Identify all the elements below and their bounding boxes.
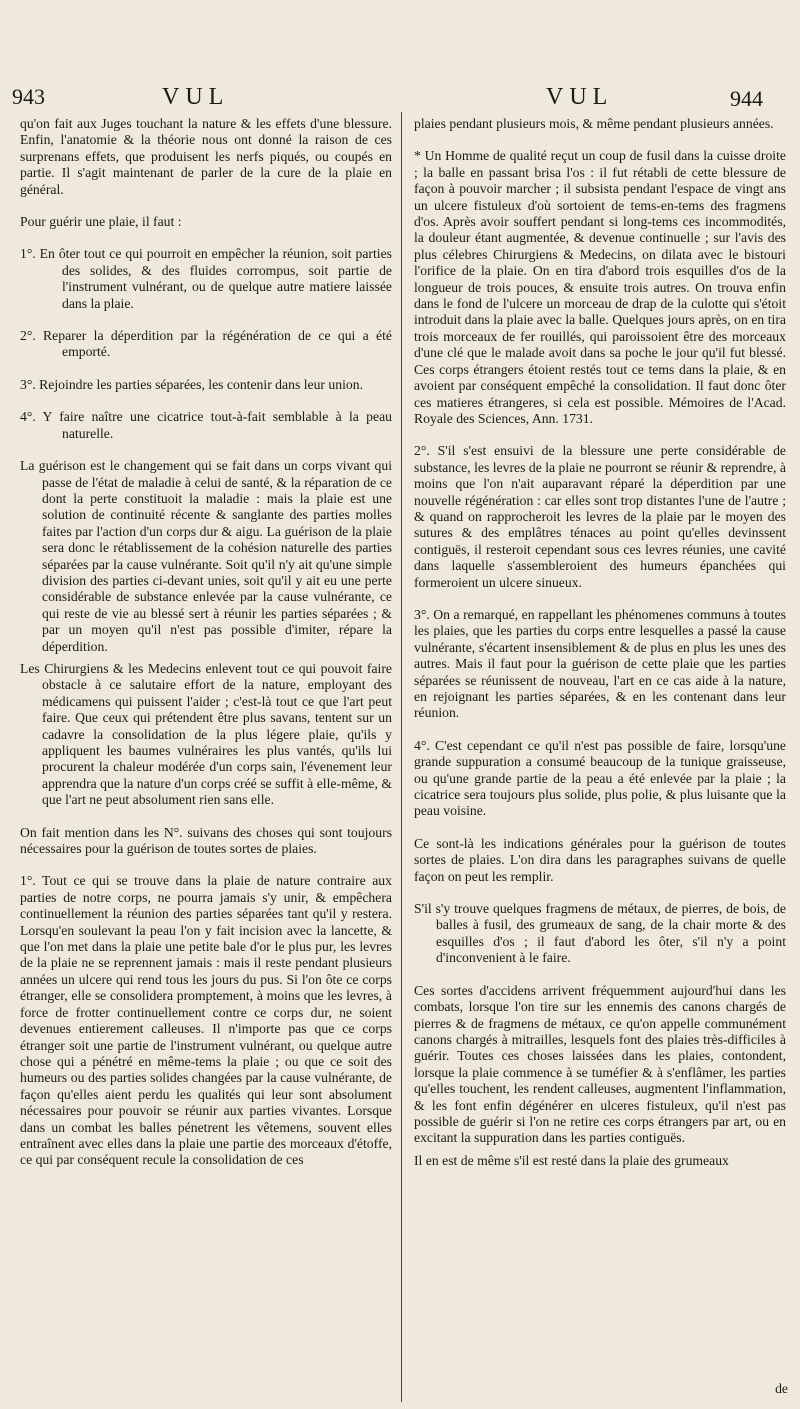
- footnote-paragraph: * Un Homme de qualité reçut un coup de fusil dans la cuisse droite ; la balle en passant brisa l'os : il fut rétabli de cette blessure de façon à pouvoir marcher ; il subsista pendant l'espace de vingt ans un ulcere fistuleux d'où sortoient de tems-en-tems des fragmens d'os. Après avoir souffert pendant si long-tems ces incommodités, la douleur étant augmentée, & devenue continuelle ; sur l'avis des plus célebres Chirurgiens & Medecins, on dilata avec le bistouri l'orifice de la plaie. On en tira d'abord trois esquilles d'os de la longueur de trois pouces, & ensuite trois autres. On trouva enfin dans le fond de l'ulcere un morceau de drap de la culotte qui s'étoit introduit dans la plaie avec la balle. Quelques jours après, on en tira trois morceaux de fer rouillés, qui paroissoient être des morceaux d'une clé que le malade avoit dans sa poche le jour qu'il fut blessé. Ces corps étrangers étoient restés tout ce tems dans la plaie, & en avoient par conséquent empêché la consolidation. Il faut donc ôter ces matieres étrangeres, si cela est possible. Mémoires de l'Acad. Royale des Sciences, Ann. 1731.: [414, 148, 786, 426]
- paragraph: plaies pendant plusieurs mois, & même pendant plusieurs années.: [414, 116, 774, 131]
- left-column: [20, 116, 392, 1399]
- list-item: 2°. S'il s'est ensuivi de la blessure une perte considérable de substance, les levres de la plaie ne pourront se réunir & reprendre, à moins que l'on n'ait auparavant réparé la déperdition par une nouvelle régénération : car elles sont trop distantes l'une de l'autre ; & quand on rapprocheroit les levres de la plaie par le moyen des sutures & des emplâtres ténaces au point qu'elles devinssent contiguës, il resteroit cependant sous ces levres réunies, une cavité dans laquelle s'assembleroient des humeurs épanchées qui formeroient un ulcere sinueux.: [414, 443, 786, 590]
- paragraph: S'il s'y trouve quelques fragmens de métaux, de pierres, de bois, de balles à fusil, des grumeaux de sang, de la chair morte & des esquilles d'os ; il faut d'abord les ôter, s'il n'y a point d'inconvenient à le faire.: [414, 901, 786, 966]
- column-divider: [401, 112, 402, 1402]
- catchword: de: [775, 1381, 788, 1396]
- paragraph: Il en est de même s'il est resté dans la plaie des grumeaux: [414, 1152, 729, 1168]
- paragraph: qu'on fait aux Juges touchant la nature & les effets d'une blessure. Enfin, l'anatomie & la théorie nous ont donné la raison de ces surprenans effets, que produisent les nerfs piqués, ou coupés en partie. Il s'agit maintenant de parler de la cure de la plaie en général.: [20, 116, 392, 197]
- right-running-title: VUL: [546, 84, 614, 110]
- right-page-number: 944: [730, 86, 763, 111]
- list-item: 4°. Y faire naître une cicatrice tout-à-fait semblable à la peau naturelle.: [20, 409, 392, 441]
- list-item: 1°. En ôter tout ce qui pourroit en empêcher la réunion, soit parties des solides, & des fluides corrompus, soit partie de l'instrument vulnérant, ou de quelque autre matiere laissée dans la plaie.: [20, 246, 392, 311]
- paragraph: Les Chirurgiens & les Medecins enlevent tout ce qui pouvoit faire obstacle à ce salutaire effort de la nature, employant des médicamens qui puissent l'aider ; c'est-là tout ce que l'art peut faire. Que ceux qui prétendent être plus savans, tentent sur un cadavre la consolidation de la plus légere plaie, qu'ils y appliquent les baumes vulnéraires les plus vantés, qu'ils lui procurent la chaleur modérée d'un corps sain, l'évenement leur apprendra que la nature d'un corps créé se suffit à elle-même, & que l'art ne peut absolument rien sans elle.: [20, 660, 392, 808]
- left-page-number: 943: [12, 84, 45, 109]
- list-item: 4°. C'est cependant ce qu'il n'est pas possible de faire, lorsqu'une grande suppuration a consumé beaucoup de la tunique graisseuse, ou qu'une grande partie de la peau a été enlevée par la plaie ; la cicatrice sera toujours plus solide, plus polie, & plus luisante que la peau voisine.: [414, 737, 786, 819]
- list-item: 3°. Rejoindre les parties séparées, les contenir dans leur union.: [20, 376, 363, 392]
- left-running-title: VUL: [162, 84, 230, 110]
- running-header: [0, 84, 800, 112]
- right-column: [414, 116, 786, 1399]
- list-item: 2°. Reparer la déperdition par la régénération de ce qui a été emporté.: [20, 328, 392, 360]
- paragraph: La guérison est le changement qui se fait dans un corps vivant qui passe de l'état de maladie à celui de santé, & la réparation de ce dont la perte constituoit la maladie : mais la plaie est une solution de continuité récente & sanglante des parties molles faites par l'action d'un corps dur & aigu. La guérison de la plaie sera donc le rétablissement de la cohésion naturelle des parties séparées par la cause vulnérante. Soit qu'il n'y ait qu'une simple division des parties ci-devant unies, soit qu'il y ait eu une perte considérable de substance enlevée par la cause vulnérante, ce qui reste de vie au blessé sert à réunir les parties séparées ; & par un moyen qu'il n'est pas possible d'imiter, répare la déperdition.: [20, 458, 392, 654]
- paragraph: Ces sortes d'accidens arrivent fréquemment aujourd'hui dans les combats, lorsque l'on tire sur les ennemis des canons chargés de pierres & de fragmens de métaux, ce qu'on appelle communément canons chargés à mitrailles, lesquels font des plaies très-difficiles à guérir. Toutes ces choses laissées dans les plaies, contondent, lorsque la plaie commence à se tuméfier & à s'enflâmer, les parties qu'elles touchent, les rendent calleuses, augmentent l'inflammation, & les font enfin dégénérer en ulceres fistuleux, qu'il n'est pas possible de guérir si l'on ne retire ces corps étrangers par art, ou en excitant la suppuration dans les parties contiguës.: [414, 982, 786, 1146]
- paragraph: 1°. Tout ce qui se trouve dans la plaie de nature contraire aux parties de notre corps, ne pourra jamais s'y unir, & empêchera continuellement la réunion des parties séparées tant qu'il y restera. Lorsqu'en soulevant la peau l'on y fait incision avec la lancette, & que l'on met dans la plaie une petite bale d'or le plus pur, les levres de la plaie ne se reprennent jamais : mais il reste pendant plusieurs années un ulcere qui rend tous les jours du pus. Si l'on ôte ce corps étranger, elle se consolidera promptement, à moins que les levres, à force de frotter continuellement contre ce corps dur, ne soient devenues entierement calleuses. Il n'importe pas que ce corps étranger soit une partie de l'instrument vulnérant, ou quelque autre chose qui a pénétré en même-tems la plaie ; ou que ce soit des humeurs ou des parties solides changées par la cause vulnérante, de façon qu'elles aient perdu les qualités qui leur sont absolument nécessaires pour pouvoir se réunir aux parties vivantes. Lorsque dans un combat les balles pénetrent les vêtemens, souvent elles entraînent avec elles dans la plaie une partie des morceaux d'étoffe, ce qui par conséquent recule la consolidation de ces: [20, 873, 392, 1168]
- paragraph: Ce sont-là les indications générales pour la guérison de toutes sortes de plaies. L'on dira dans les paragraphes suivans de quelle façon on peut les remplir.: [414, 835, 786, 884]
- list-item: 3°. On a remarqué, en rappellant les phénomenes communs à toutes les plaies, que les parties du corps entre lesquelles a passé la cause vulnérante, s'écartent insensiblement & de plus en plus les unes des autres. Mais il faut pour la guérison de cette plaie que les parties séparées se réunissent de nouveau, l'art en ce cas aide à la nature, en rejoignant les parties séparées, & en les contenant dans leur réunion.: [414, 606, 786, 721]
- paragraph: Pour guérir une plaie, il faut :: [20, 214, 182, 230]
- paragraph: On fait mention dans les N°. suivans des choses qui sont toujours nécessaires pour la guérison de toutes sortes de plaies.: [20, 824, 392, 857]
